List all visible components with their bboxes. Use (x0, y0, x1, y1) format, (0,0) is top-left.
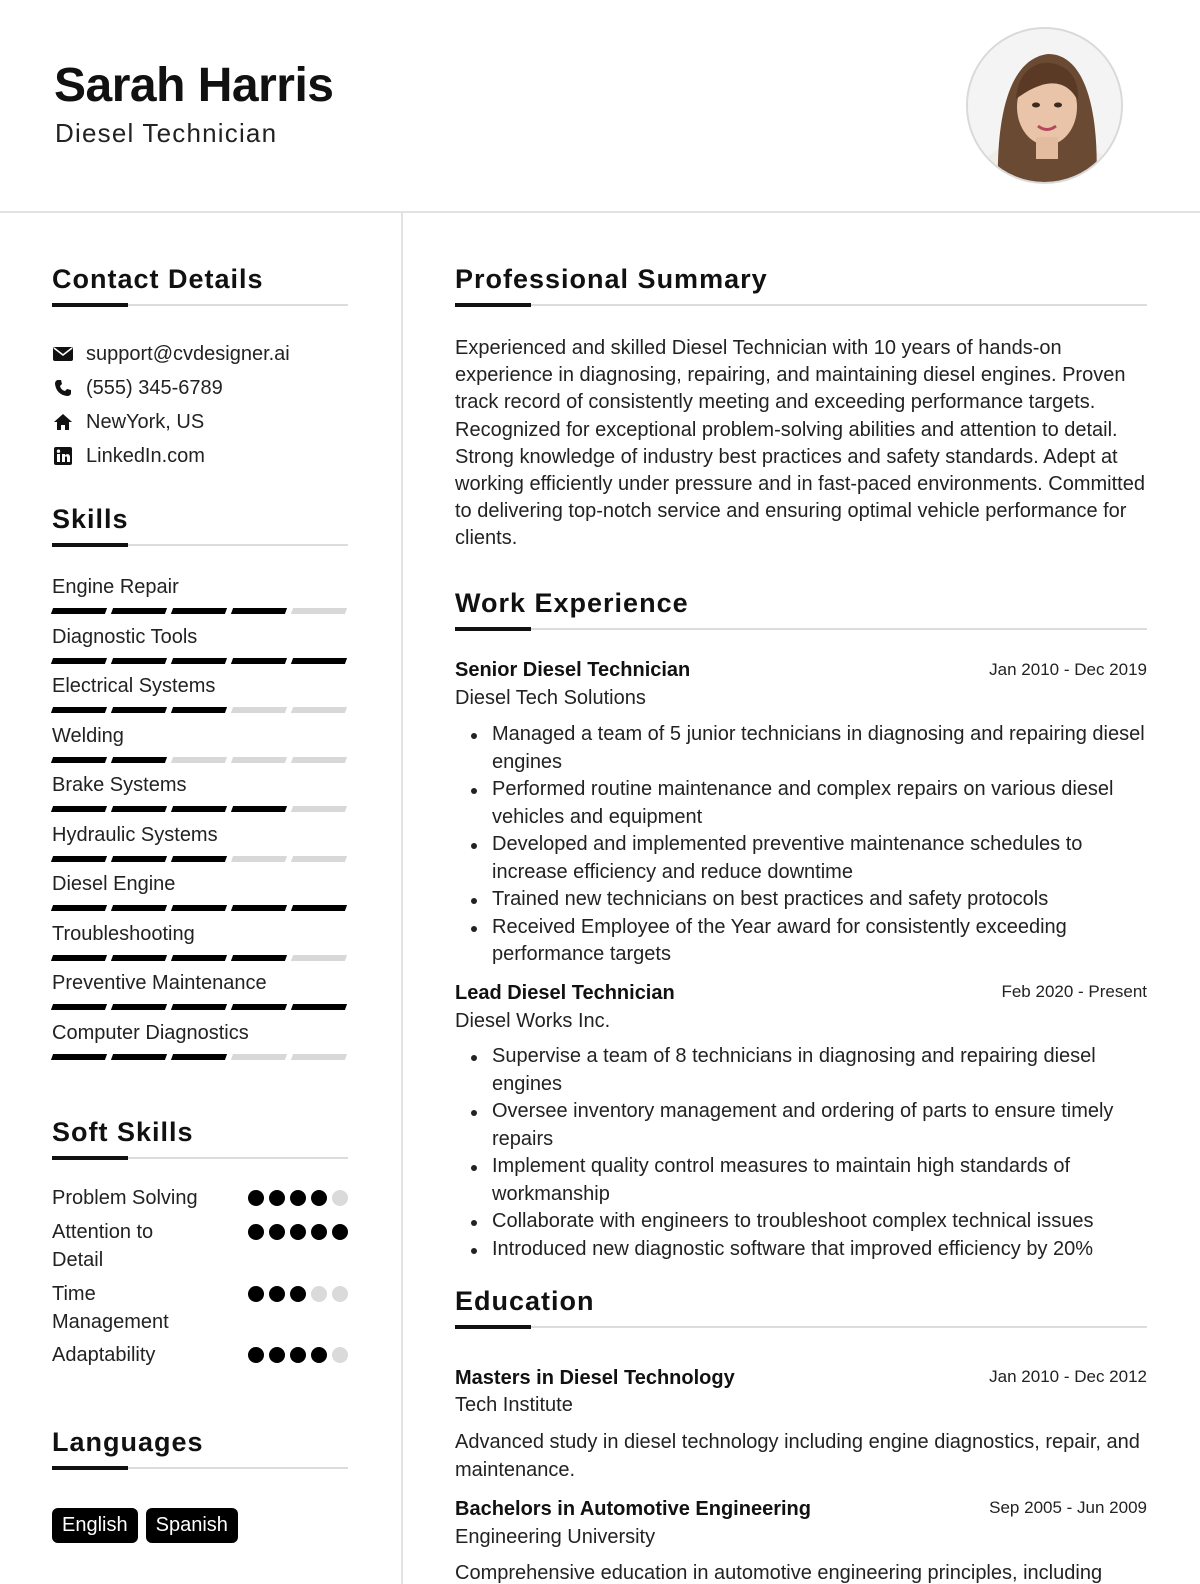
skill-name: Diagnostic Tools (52, 625, 198, 648)
job-bullet: Supervise a team of 8 technicians in diagnosing and repairing diesel engines (455, 1043, 1155, 1098)
skill-level-segment (51, 757, 107, 763)
skill-level-segment (51, 1054, 107, 1060)
job-bullets (455, 1043, 1155, 1263)
job-bullet: Introduced new diagnostic software that improved efficiency by 20% (455, 1236, 1155, 1264)
skill-level-segment (231, 707, 287, 713)
resume-header (0, 0, 1200, 213)
skill-item (52, 673, 348, 713)
skill-level-bar (52, 608, 348, 614)
skill-level-segment (291, 608, 347, 614)
skill-item (52, 921, 348, 961)
job-company: Diesel Works Inc. (455, 1010, 611, 1032)
rating-dot (269, 1286, 285, 1302)
skill-level-segment (231, 806, 287, 812)
skill-level-segment (171, 1054, 227, 1060)
skill-level-segment (291, 955, 347, 961)
contact-email[interactable] (52, 341, 290, 367)
rating-dot (290, 1286, 306, 1302)
skill-level-segment (111, 905, 167, 911)
contact-heading-underline (52, 304, 348, 306)
degree-description: Comprehensive education in automotive engineering principles, including (455, 1562, 1103, 1584)
column-divider (401, 213, 403, 1584)
job-bullet: Managed a team of 5 junior technicians in diagnosing and repairing diesel engines (455, 721, 1155, 776)
skill-level-segment (291, 856, 347, 862)
languages-heading-underline (52, 1467, 348, 1469)
skills-heading-underline (52, 544, 348, 546)
rating-dot (269, 1190, 285, 1206)
rating-dot (332, 1224, 348, 1240)
skill-level-segment (231, 1054, 287, 1060)
rating-dot (269, 1224, 285, 1240)
school-name: Engineering University (455, 1526, 656, 1548)
job-dates: Jan 2010 - Dec 2019 (989, 660, 1147, 679)
skill-level-segment (51, 1004, 107, 1010)
soft-skill-rating (248, 1224, 348, 1240)
candidate-role: Diesel Technician (55, 118, 278, 148)
contact-location (52, 409, 204, 435)
skill-level-segment (291, 658, 347, 664)
skill-name: Diesel Engine (52, 873, 176, 895)
skill-level-segment (51, 856, 107, 862)
skill-level-segment (291, 757, 347, 763)
job-bullet: Implement quality control measures to maintain high standards of workmanship (455, 1153, 1155, 1208)
skill-level-segment (231, 757, 287, 763)
skill-name: Engine Repair (52, 576, 179, 598)
skill-level-segment (231, 905, 287, 911)
skill-level-bar (52, 658, 348, 664)
skill-level-segment (291, 905, 347, 911)
experience-heading-underline (455, 628, 1147, 630)
skill-level-segment (111, 955, 167, 961)
language-tag: English (52, 1508, 138, 1543)
contact-phone[interactable] (52, 375, 223, 401)
soft-skills-heading-underline (52, 1157, 348, 1159)
job-title: Senior Diesel Technician (455, 659, 691, 681)
skill-item (52, 1020, 348, 1060)
skill-name: Welding (52, 724, 124, 747)
soft-skill-name: Attention to Detail (52, 1221, 154, 1271)
degree-title: Masters in Diesel Technology (455, 1367, 735, 1389)
job-dates: Feb 2020 - Present (1001, 982, 1147, 1001)
skill-level-segment (111, 757, 167, 763)
job-bullet: Received Employee of the Year award for consistently exceeding performance targets (455, 914, 1155, 969)
contact-heading: Contact Details (52, 264, 264, 294)
rating-dot (248, 1224, 264, 1240)
rating-dot (290, 1224, 306, 1240)
profile-photo (966, 27, 1123, 184)
skill-name: Brake Systems (52, 774, 187, 796)
soft-skill-name: Problem Solving (52, 1187, 198, 1209)
skill-name: Computer Diagnostics (52, 1021, 249, 1044)
job-bullet: Trained new technicians on best practices and safety protocols (455, 886, 1155, 914)
skill-level-segment (171, 658, 227, 664)
skill-level-bar (52, 905, 348, 911)
education-heading: Education (455, 1286, 595, 1316)
rating-dot (332, 1347, 348, 1363)
candidate-name: Sarah Harris (54, 59, 334, 112)
rating-dot (311, 1190, 327, 1206)
languages-list (52, 1508, 238, 1543)
rating-dot (248, 1347, 264, 1363)
languages-heading: Languages (52, 1427, 204, 1457)
skill-level-segment (111, 608, 167, 614)
skill-level-segment (291, 1004, 347, 1010)
soft-skills-heading: Soft Skills (52, 1117, 194, 1147)
job-bullet: Developed and implemented preventive maintenance schedules to increase efficiency and reduce downtime (455, 831, 1155, 886)
rating-dot (248, 1190, 264, 1206)
education-heading-underline (455, 1326, 1147, 1328)
skill-level-segment (231, 658, 287, 664)
skill-level-segment (51, 905, 107, 911)
skill-level-segment (171, 1004, 227, 1010)
skill-level-segment (51, 806, 107, 812)
skill-item (52, 624, 348, 664)
degree-dates: Jan 2010 - Dec 2012 (989, 1367, 1147, 1386)
job-title: Lead Diesel Technician (455, 982, 675, 1004)
skill-name: Electrical Systems (52, 675, 216, 697)
rating-dot (248, 1286, 264, 1302)
degree-title: Bachelors in Automotive Engineering (455, 1498, 811, 1520)
rating-dot (269, 1347, 285, 1363)
job-bullets (455, 721, 1155, 969)
soft-skill-item (52, 1280, 348, 1336)
skill-level-bar (52, 955, 348, 961)
skill-level-segment (171, 955, 227, 961)
skill-item (52, 723, 348, 763)
skill-item (52, 772, 348, 812)
skill-item (52, 574, 348, 614)
job-bullet: Collaborate with engineers to troubleshoot complex technical issues (455, 1208, 1155, 1236)
rating-dot (311, 1286, 327, 1302)
soft-skill-item (52, 1218, 348, 1274)
summary-heading-underline (455, 304, 1147, 306)
skill-level-segment (111, 707, 167, 713)
skill-item (52, 970, 348, 1010)
soft-skill-name: Time Management (52, 1283, 169, 1333)
skill-level-segment (111, 806, 167, 812)
contact-phone-text: (555) 345-6789 (86, 376, 223, 399)
skill-level-segment (231, 856, 287, 862)
skill-level-segment (111, 658, 167, 664)
soft-skill-name: Adaptability (52, 1344, 156, 1366)
degree-description: Advanced study in diesel technology including engine diagnostics, repair, and maintenance. (455, 1431, 1140, 1481)
skill-level-segment (231, 955, 287, 961)
contact-linkedin-text: LinkedIn.com (86, 444, 205, 467)
skill-level-segment (51, 955, 107, 961)
skill-level-segment (291, 1054, 347, 1060)
skill-name: Troubleshooting (52, 922, 195, 945)
skill-level-segment (51, 707, 107, 713)
soft-skill-item (52, 1184, 348, 1212)
phone-icon (52, 377, 74, 399)
language-tag: Spanish (146, 1508, 238, 1543)
skill-level-segment (111, 1054, 167, 1060)
skill-level-segment (231, 1004, 287, 1010)
skill-item (52, 871, 348, 911)
skills-heading: Skills (52, 504, 129, 534)
skill-level-bar (52, 707, 348, 713)
soft-skill-item (52, 1341, 348, 1369)
summary-text: Experienced and skilled Diesel Technician with 10 years of hands-on experience in diagnosing, repairing, and maintaining diesel engines. Proven track record of consistently meeting and exceeding performance targets. Recognized for exceptional problem-solving abilities and attention to detail. Strong knowledge of industry best practices and safety standards. Adept at working efficiently under pressure and in fast-paced environments. Committed to delivering top-notch service and ensuring optimal vehicle performance for clients. (455, 337, 1145, 550)
skill-level-segment (171, 608, 227, 614)
skill-level-bar (52, 1004, 348, 1010)
skill-level-segment (231, 608, 287, 614)
skill-level-segment (291, 707, 347, 713)
summary-heading: Professional Summary (455, 264, 768, 294)
rating-dot (332, 1286, 348, 1302)
skill-level-segment (171, 905, 227, 911)
linkedin-icon (52, 445, 74, 467)
skill-level-segment (171, 806, 227, 812)
rating-dot (311, 1347, 327, 1363)
job-bullet: Oversee inventory management and ordering of parts to ensure timely repairs (455, 1098, 1155, 1153)
skill-level-segment (51, 658, 107, 664)
school-name: Tech Institute (455, 1394, 573, 1416)
skill-name: Hydraulic Systems (52, 823, 218, 846)
soft-skill-rating (248, 1347, 348, 1363)
skill-level-bar (52, 856, 348, 862)
skill-item (52, 822, 348, 862)
skill-level-segment (171, 757, 227, 763)
contact-email-text: support@cvdesigner.ai (86, 342, 290, 365)
skill-level-segment (171, 707, 227, 713)
degree-dates: Sep 2005 - Jun 2009 (989, 1498, 1147, 1517)
experience-heading: Work Experience (455, 588, 689, 618)
job-company: Diesel Tech Solutions (455, 687, 646, 709)
contact-location-text: NewYork, US (86, 410, 205, 433)
skill-level-segment (51, 608, 107, 614)
soft-skill-rating (248, 1190, 348, 1206)
skill-level-segment (291, 806, 347, 812)
skill-level-bar (52, 757, 348, 763)
rating-dot (332, 1190, 348, 1206)
rating-dot (290, 1347, 306, 1363)
envelope-icon (52, 343, 74, 365)
job-bullet: Performed routine maintenance and complex repairs on various diesel vehicles and equipment (455, 776, 1155, 831)
contact-linkedin[interactable] (52, 443, 205, 469)
skill-level-bar (52, 1054, 348, 1060)
soft-skill-rating (248, 1286, 348, 1302)
skill-level-segment (111, 1004, 167, 1010)
skill-name: Preventive Maintenance (52, 972, 267, 994)
skill-level-bar (52, 806, 348, 812)
skill-level-segment (171, 856, 227, 862)
rating-dot (290, 1190, 306, 1206)
home-icon (52, 411, 74, 433)
skill-level-segment (111, 856, 167, 862)
rating-dot (311, 1224, 327, 1240)
